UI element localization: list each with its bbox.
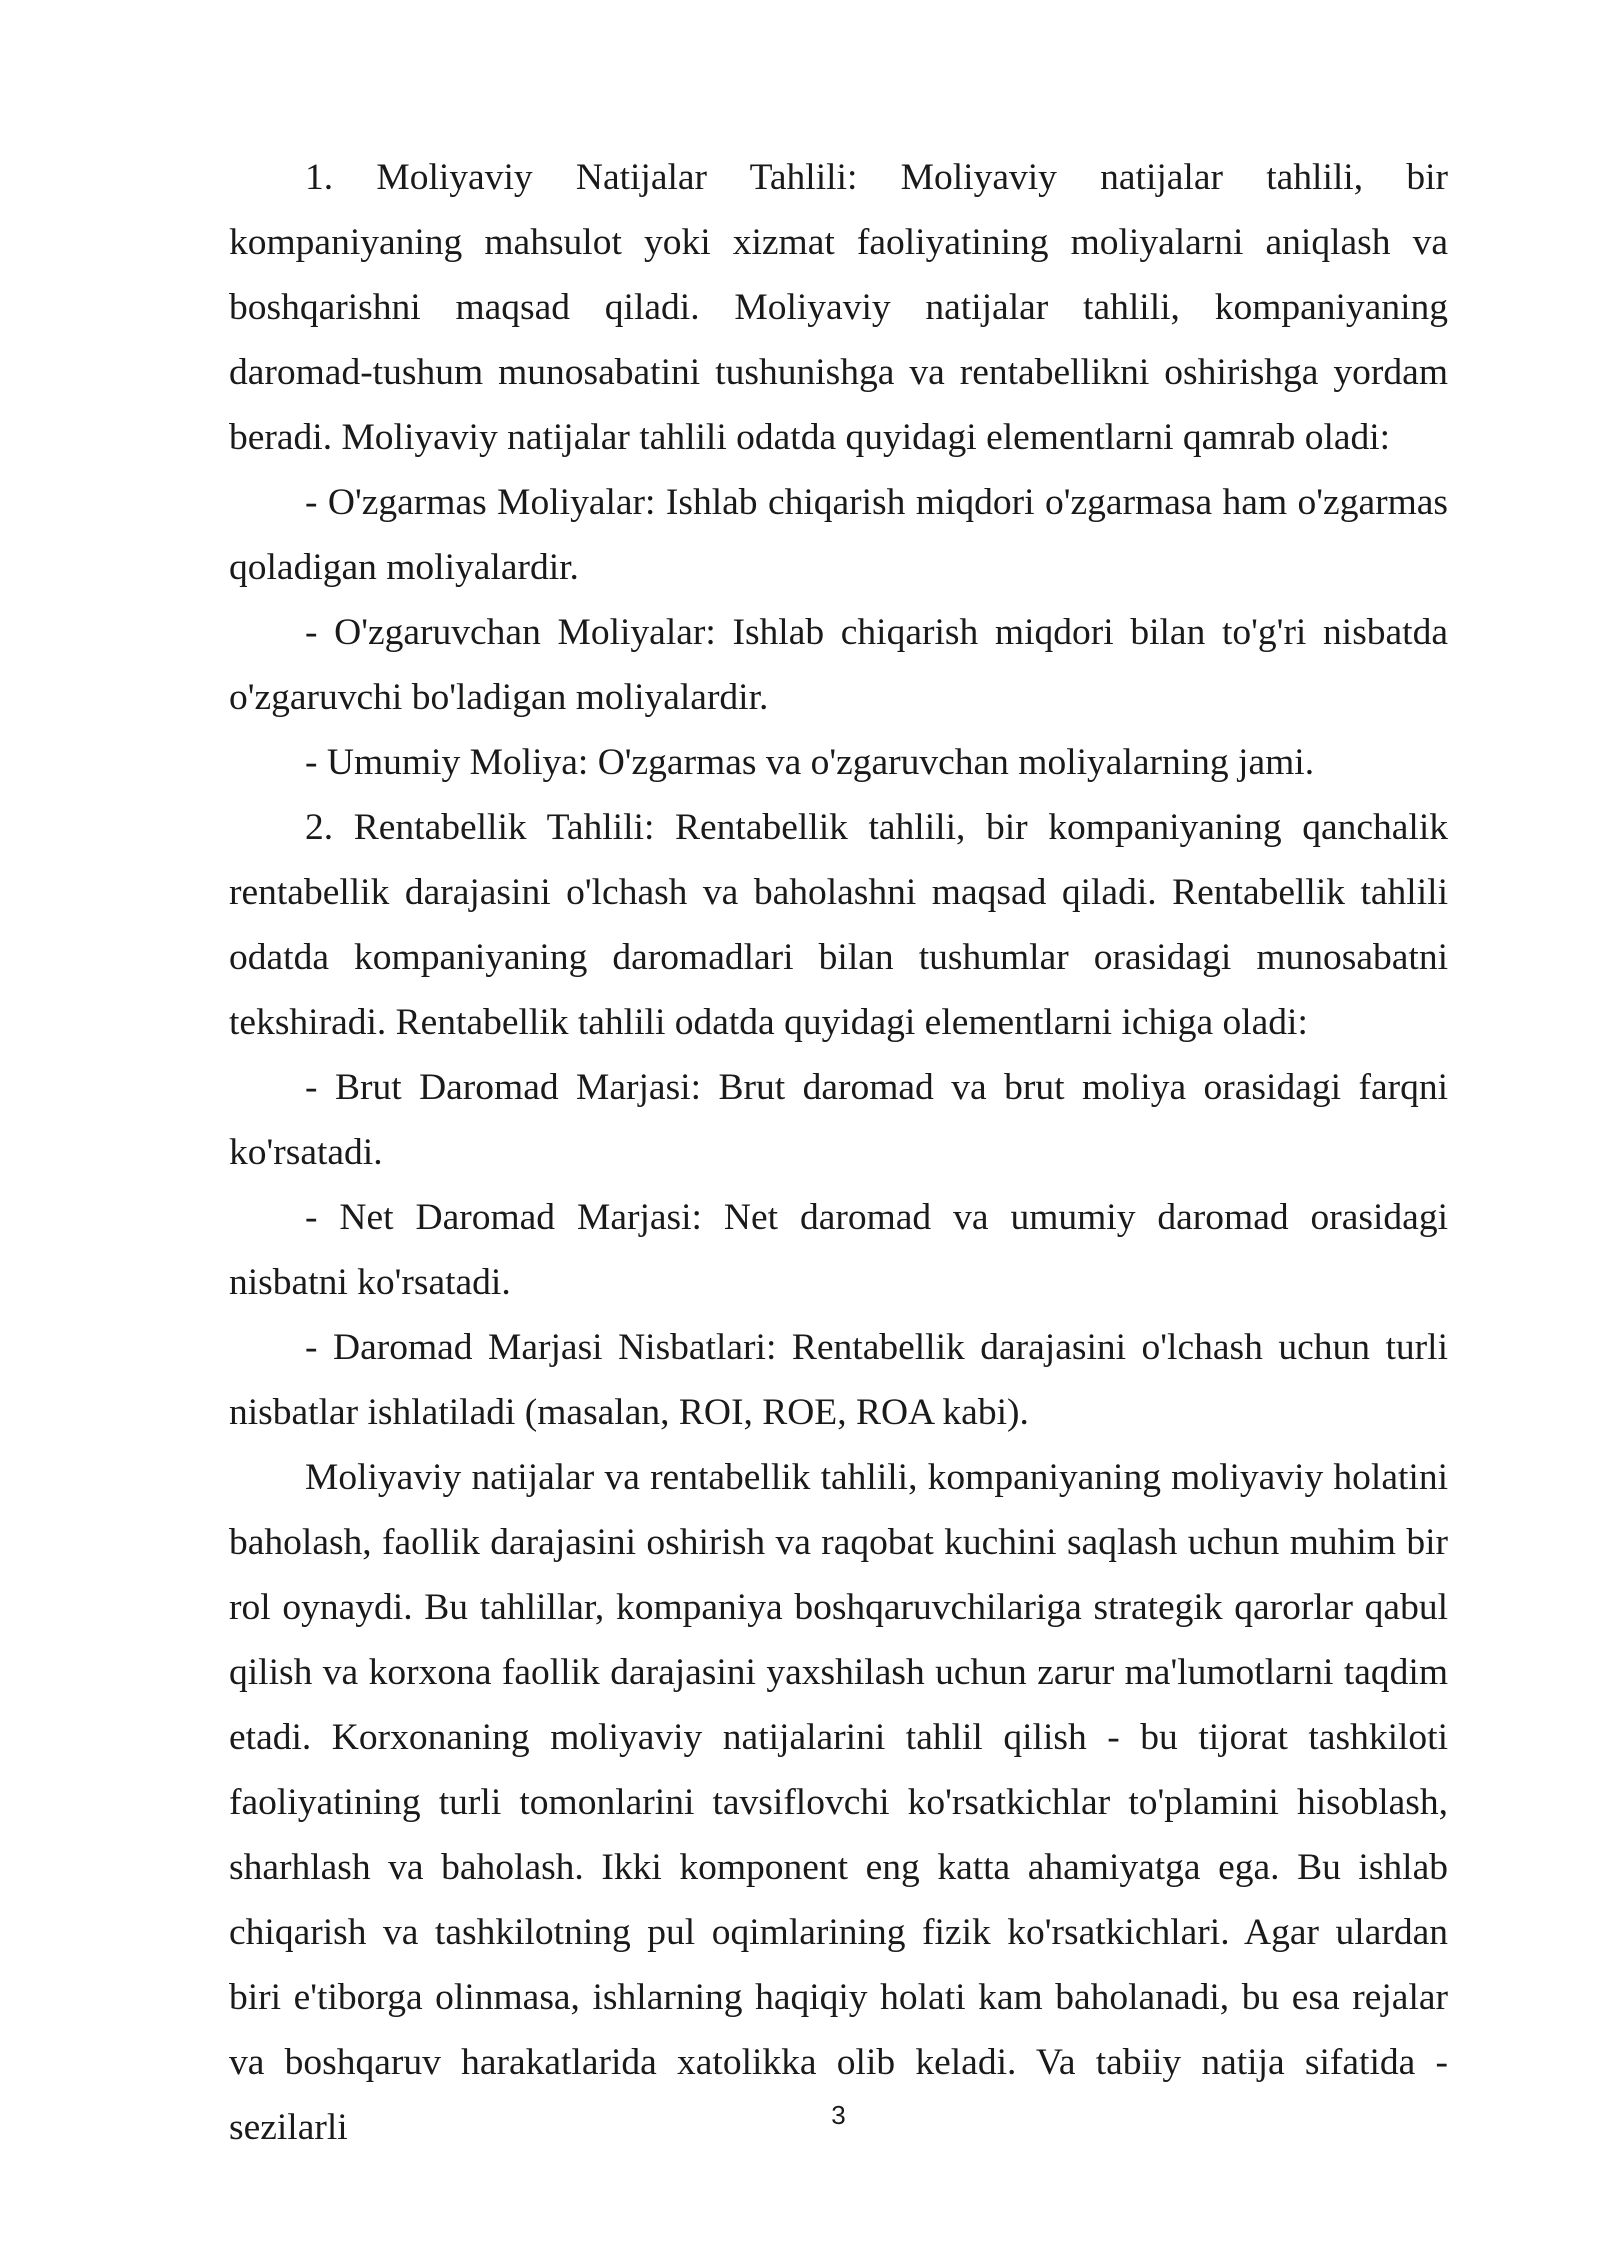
paragraph-financial-results-analysis: 1. Moliyaviy Natijalar Tahlili: Moliyaviy natijalar tahlili, bir kompaniyaning mahsulot yoki xizmat faoliyatining moliyalarni aniqlash va boshqarishni maqsad qiladi. Moliyaviy natijalar tahlili, kompaniyaning daromad-tushum munosabatini tushunishga va rentabellikni oshirishga yordam beradi. Moliyaviy natijalar tahlili odatda quyidagi elementlarni qamrab oladi:: [229, 157, 1448, 458]
paragraph-variable-costs: - O'zgaruvchan Moliyalar: Ishlab chiqarish miqdori bilan to'g'ri nisbatda o'zgaruvchi bo'ladigan moliyalardir.: [229, 612, 1448, 718]
page-number: 3: [831, 2100, 846, 2130]
paragraph-gross-margin: - Brut Daromad Marjasi: Brut daromad va brut moliya orasidagi farqni ko'rsatadi.: [229, 1067, 1448, 1173]
paragraph-total-cost: - Umumiy Moliya: O'zgarmas va o'zgaruvchan moliyalarning jami.: [305, 742, 1315, 783]
paragraph-net-margin: - Net Daromad Marjasi: Net daromad va umumiy daromad orasidagi nisbatni ko'rsatadi.: [229, 1197, 1448, 1303]
paragraph-margin-ratios: - Daromad Marjasi Nisbatlari: Rentabellik darajasini o'lchash uchun turli nisbatlar ishlatiladi (masalan, ROI, ROE, ROA kabi).: [229, 1327, 1448, 1433]
paragraph-conclusion: Moliyaviy natijalar va rentabellik tahlili, kompaniyaning moliyaviy holatini baholash, faollik darajasini oshirish va raqobat kuchini saqlash uchun muhim bir rol oynaydi. Bu tahlillar, kompaniya boshqaruvchilariga strategik qarorlar qabul qilish va korxona faollik darajasini yaxshilash uchun zarur ma'lumotlarni taqdim etadi. Korxonaning moliyaviy natijalarini tahlil qilish - bu tijorat tashkiloti faoliyatining turli tomonlarini tavsiflovchi ko'rsatkichlar to'plamini hisoblash, sharhlash va baholash. Ikki komponent eng katta ahamiyatga ega. Bu ishlab chiqarish va tashkilotning pul oqimlarining fizik ko'rsatkichlari. Agar ulardan biri e'tiborga olinmasa, ishlarning haqiqiy holati kam baholanadi, bu esa rejalar va boshqaruv harakatlarida xatolikka olib keladi. Va tabiiy natija sifatida - sezilarli: [229, 1457, 1448, 2148]
paragraph-profitability-analysis: 2. Rentabellik Tahlili: Rentabellik tahlili, bir kompaniyaning qanchalik rentabellik darajasini o'lchash va baholashni maqsad qiladi. Rentabellik tahlili odatda kompaniyaning daromadlari bilan tushumlar orasidagi munosabatni tekshiradi. Rentabellik tahlili odatda quyidagi elementlarni ichiga oladi:: [229, 807, 1448, 1043]
document-body: [229, 145, 1448, 2160]
paragraph-fixed-costs: - O'zgarmas Moliyalar: Ishlab chiqarish miqdori o'zgarmasa ham o'zgarmas qoladigan moliyalardir.: [229, 482, 1448, 588]
